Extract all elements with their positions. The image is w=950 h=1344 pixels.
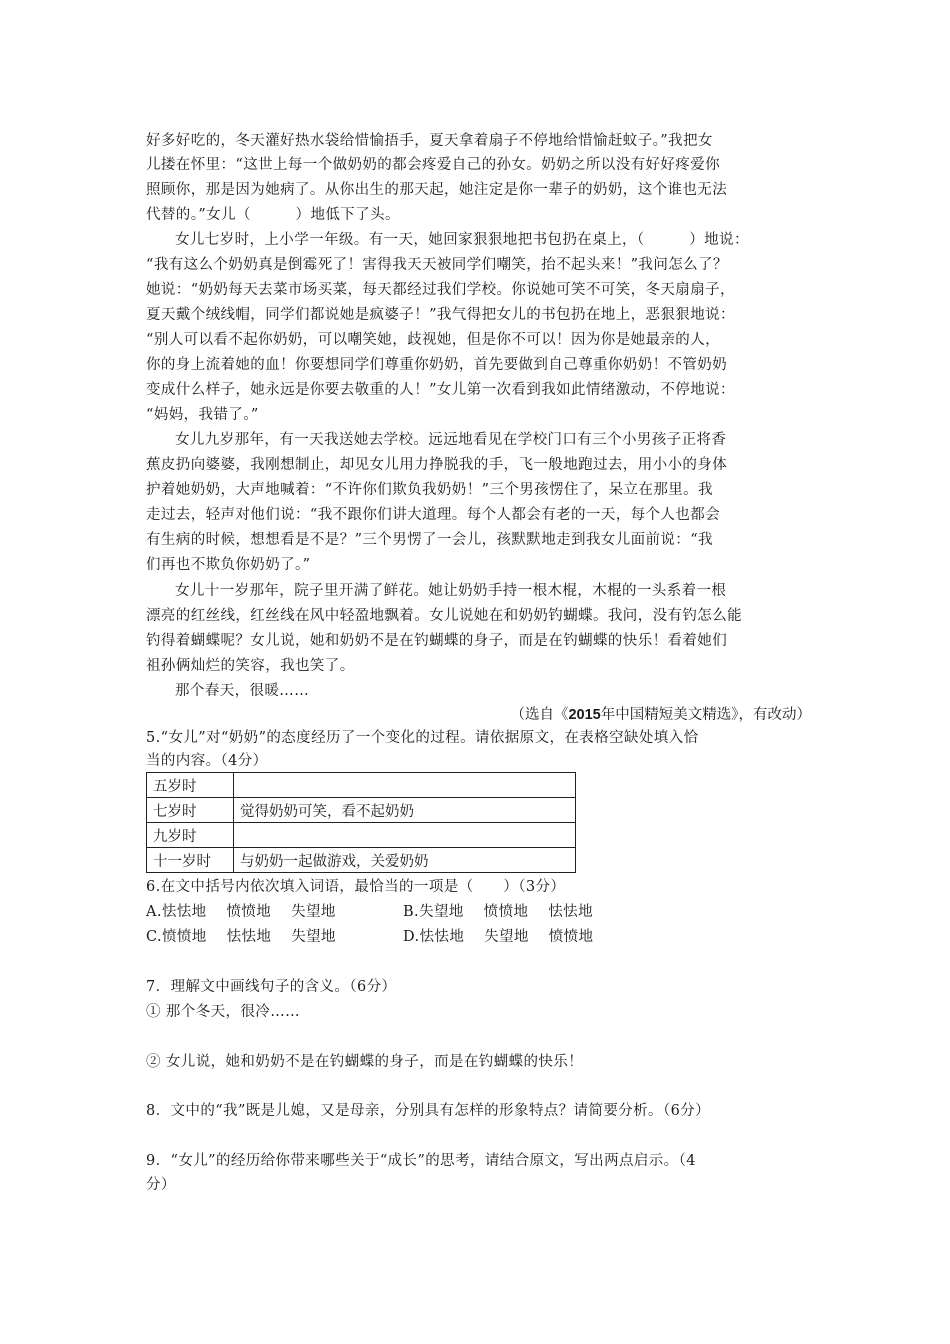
q8-stem: 8．文中的“我”既是儿媳，又是母亲，分别具有怎样的形象特点？请简要分析。（6分） <box>146 1103 711 1119</box>
passage-line: 护着她奶奶，大声地喊着：“不许你们欺负我奶奶！”三个男孩愣住了，呆立在那里。我 <box>146 482 713 498</box>
passage-line: 女儿十一岁那年，院子里开满了鲜花。她让奶奶手持一根木棍，木棍的一头系着一根 <box>175 583 727 599</box>
passage-line: 们再也不欺负你奶奶了。” <box>146 557 311 573</box>
table-answer-cell[interactable] <box>234 773 576 798</box>
table-age-cell: 九岁时 <box>147 823 234 848</box>
passage-line: “妈妈，我错了。” <box>146 407 259 423</box>
passage-line: 漂亮的红丝线，红丝线在风中轻盈地飘着。女儿说她在和奶奶钓蝴蝶。我问，没有钓怎么能 <box>146 608 742 624</box>
table-age-cell: 十一岁时 <box>147 848 234 873</box>
q6-option-b[interactable]: B.失望地 愤愤地 怯怯地 <box>403 904 593 920</box>
passage-line: 有生病的时候，想想看是不是？”三个男愣了一会儿，孩默默地走到我女儿面前说：“我 <box>146 532 713 548</box>
passage-line: 女儿九岁那年，有一天我送她去学校。远远地看见在学校门口有三个小男孩子正将香 <box>175 432 727 448</box>
q5-stem: 5.“女儿”对“奶奶”的态度经历了一个变化的过程。请依据原文，在表格空缺处填入恰 <box>146 730 699 746</box>
passage-line: 蕉皮扔向婆婆，我刚想制止，却见女儿用力挣脱我的手，飞一般地跑过去，用小小的身体 <box>146 457 728 473</box>
passage-line: 她说：“奶奶每天去菜市场买菜，每天都经过我们学校。你说她可笑不可笑，冬天扇扇子， <box>146 282 735 298</box>
passage-line: 夏天戴个绒线帽，同学们都说她是疯婆子！”我气得把女儿的书包扔在地上，恶狠狠地说： <box>146 307 735 323</box>
passage-line: 儿搂在怀里：“这世上每一个做奶奶的都会疼爱自己的孙女。奶奶之所以没有好好疼爱你 <box>146 157 721 173</box>
source-prefix: （选自《 <box>510 707 569 723</box>
table-row <box>147 798 576 823</box>
passage-line: 那个春天，很暖…… <box>175 683 310 699</box>
q6-stem: 6.在文中括号内依次填入词语，最恰当的一项是（ ）（3分） <box>146 879 566 895</box>
passage-line: 女儿七岁时，上小学一年级。有一天，她回家狠狠地把书包扔在桌上，（ ）地说： <box>175 232 749 248</box>
table-answer-cell: 与奶奶一起做游戏，关爱奶奶 <box>234 848 576 873</box>
passage-line: 你的身上流着她的血！你要想同学们尊重你奶奶，首先要做到自己尊重你奶奶！不管奶奶 <box>146 357 728 373</box>
table-row <box>147 848 576 873</box>
q6-option-d[interactable]: D.怯怯地 失望地 愤愤地 <box>403 929 594 945</box>
passage-line: “我有这么个奶奶真是倒霉死了！害得我天天被同学们嘲笑，抬不起头来！”我问怎么了？ <box>146 257 728 273</box>
passage-line: 走过去，轻声对他们说：“我不跟你们讲大道理。每个人都会有老的一天，每个人也都会 <box>146 507 721 523</box>
source-year: 2015 <box>568 707 601 723</box>
table-row <box>147 823 576 848</box>
passage-line: 钓得着蝴蝶呢？女儿说，她和奶奶不是在钓蝴蝶的身子，而是在钓蝴蝶的快乐！看着她们 <box>146 633 728 649</box>
table-age-cell: 五岁时 <box>147 773 234 798</box>
passage-line: 变成什么样子，她永远是你要去敬重的人！”女儿第一次看到我如此情绪激动，不停地说： <box>146 382 735 398</box>
table-answer-cell: 觉得奶奶可笑，看不起奶奶 <box>234 798 576 823</box>
q9-stem: 分） <box>146 1177 176 1193</box>
passage-line: 代替的。”女儿（ ）地低下了头。 <box>146 207 400 223</box>
q7-item-2: ② 女儿说，她和奶奶不是在钓蝴蝶的身子，而是在钓蝴蝶的快乐！ <box>146 1054 584 1070</box>
q5-stem: 当的内容。（4分） <box>146 753 268 769</box>
table-age-cell: 七岁时 <box>147 798 234 823</box>
q9-stem: 9．“女儿”的经历给你带来哪些关于“成长”的思考，请结合原文，写出两点启示。（4 <box>146 1153 696 1169</box>
q7-stem: 7．理解文中画线句子的含义。（6分） <box>146 979 397 995</box>
source-suffix: 年中国精短美文精选》，有改动） <box>600 707 811 723</box>
passage-line: 祖孙俩灿烂的笑容，我也笑了。 <box>146 658 355 674</box>
table-answer-cell[interactable] <box>234 823 576 848</box>
q6-option-a[interactable]: A.怯怯地 愤愤地 失望地 <box>146 904 336 920</box>
q6-option-c[interactable]: C.愤愤地 怯怯地 失望地 <box>146 929 336 945</box>
passage-line: “别人可以看不起你奶奶，可以嘲笑她，歧视她，但是你不可以！因为你是她最亲的人， <box>146 332 721 348</box>
passage-source <box>510 705 811 725</box>
passage-line: 好多好吃的，冬天灌好热水袋给惜愉捂手，夏天拿着扇子不停地给惜愉赶蚊子。”我把女 <box>146 133 713 149</box>
q5-answer-table <box>146 772 576 873</box>
q7-item-1: ① 那个冬天，很冷…… <box>146 1004 301 1020</box>
table-row <box>147 773 576 798</box>
passage-line: 照顾你，那是因为她病了。从你出生的那天起，她注定是你一辈子的奶奶，这个谁也无法 <box>146 182 728 198</box>
